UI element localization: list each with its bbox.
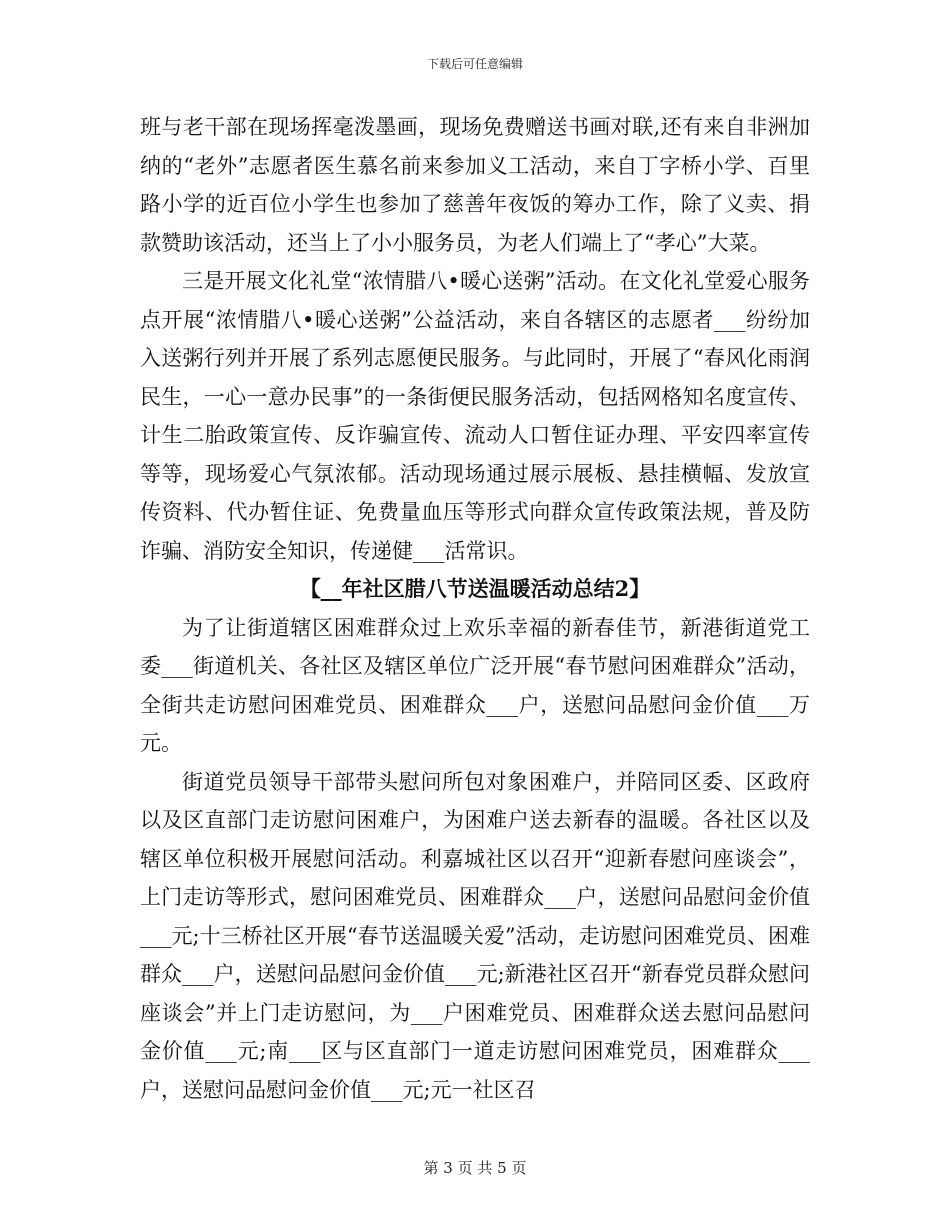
paragraph-culture-hall: 三是开展文化礼堂“浓情腊八•暖心送粥”活动。在文化礼堂爱心服务点开展“浓情腊八•暖心送粥”公益活动，来自各辖区的志愿者___纷纷加入送粥行列并开展了系列志愿便民服务。与此同时，开展了“春风化雨润民生，一心一意办民事”的一条街便民服务活动，包括网格知名度宣传、计生二胎政策宣传、反诈骗宣传、流动人口暂住证办理、平安四率宣传等等，现场爱心气氛浓郁。活动现场通过展示展板、悬挂横幅、发放宣传资料、代办暂住证、免费量血压等形式向群众宣传政策法规，普及防诈骗、消防安全知识，传递健___活常识。 [140, 269, 810, 563]
page-header-note: 下载后可任意编辑 [426, 57, 523, 71]
paragraph-continued: 班与老干部在现场挥毫泼墨画，现场免费赠送书画对联,还有来自非洲加纳的“老外”志愿者医生慕名前来参加义工活动，来自丁字桥小学、百里路小学的近百位小学生也参加了慈善年夜饭的筹办工作，除了义卖、捐款赞助该活动，还当上了小小服务员，为老人们端上了“孝心”大菜。 [140, 115, 810, 255]
paragraph-intro: 为了让街道辖区困难群众过上欢乐幸福的新春佳节，新港街道党工委___街道机关、各社区及辖区单位广泛开展“春节慰问困难群众”活动，全街共走访慰问困难党员、困难群众___户，送慰问品慰问金价值___万元。 [140, 615, 810, 755]
paragraph-leaders: 街道党员领导干部带头慰问所包对象困难户，并陪同区委、区政府以及区直部门走访慰问困难户，为困难户送去新春的温暖。各社区以及辖区单位积极开展慰问活动。利嘉城社区以召开“迎新春慰问座谈会”，上门走访等形式，慰问困难党员、困难群众___户，送慰问品慰问金价值___元;十三桥社区开展“春节送温暖关爱”活动，走访慰问困难党员、困难群众___户，送慰问品慰问金价值___元;新港社区召开“新春党员群众慰问座谈会”并上门走访慰问，为___户困难党员、困难群众送去慰问品慰问金价值___元;南___区与区直部门一道走访慰问困难党员，困难群众___户，送慰问品慰问金价值___元;元一社区召 [140, 769, 810, 1102]
page-footer-number: 第 3 页 共 5 页 [423, 1159, 527, 1177]
document-body [140, 108, 810, 1109]
section-title: 【__年社区腊八节送温暖活动总结2】 [299, 576, 651, 601]
